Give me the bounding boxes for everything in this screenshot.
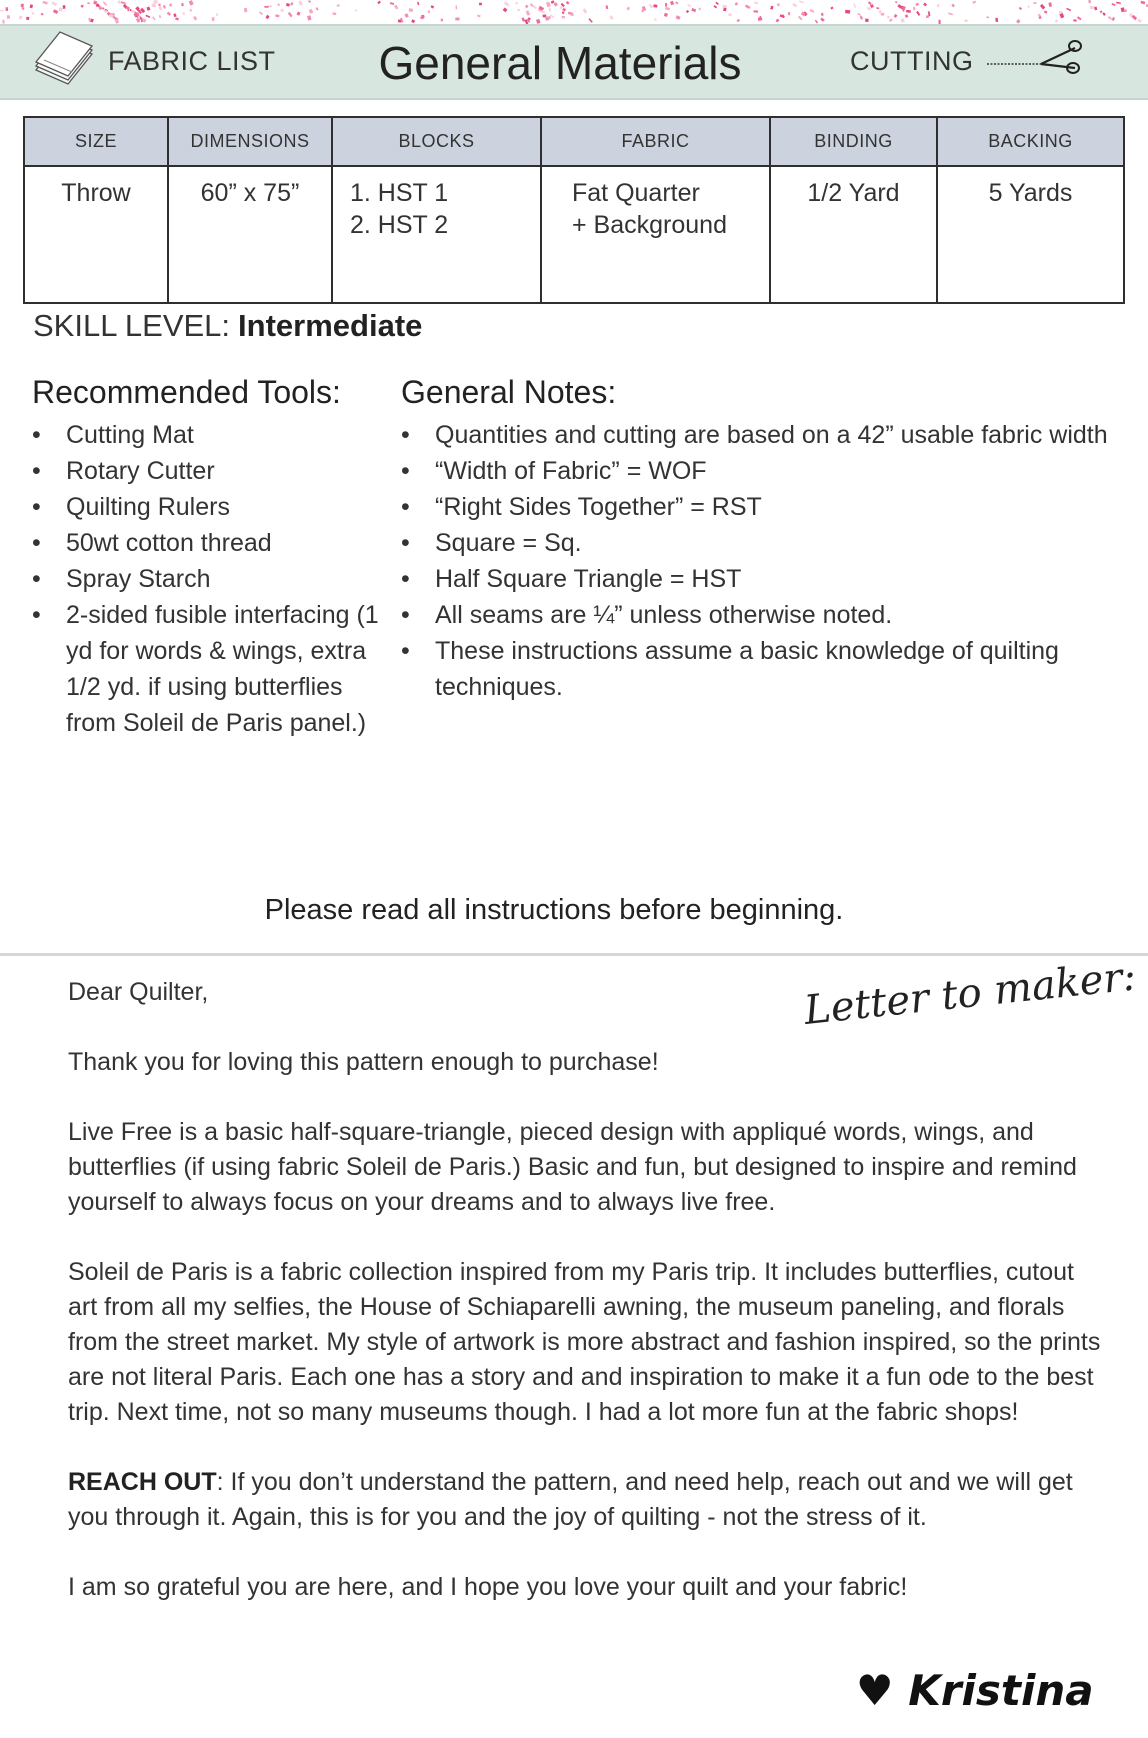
confetti-dot [1044,11,1047,14]
confetti-dot [297,12,301,16]
confetti-dot [167,12,171,16]
confetti-dot [189,9,192,12]
confetti-dot [820,18,825,22]
list-item: • All seams are ¼” unless otherwise noted. [401,597,1121,633]
confetti-dot [87,2,90,4]
confetti-dot [1066,8,1071,12]
confetti-dot [881,13,885,16]
confetti-dot [152,4,156,7]
confetti-dot [275,14,279,17]
confetti-dot [175,17,179,20]
confetti-dot [259,11,263,15]
cell-binding: 1/2 Yard [770,166,937,303]
confetti-dot [964,19,968,22]
confetti-border [0,0,1148,24]
confetti-dot [146,7,150,11]
header-fabric: FABRIC [541,117,770,166]
list-item: • Rotary Cutter [32,453,382,489]
reach-out-text: : If you don’t understand the pattern, and need help, reach out and we will get you through it. Again, this is for you and the joy of quilting - not the stress of it. [68,1468,1073,1531]
confetti-dot [90,19,94,23]
confetti-dot [1112,3,1116,6]
confetti-dot [995,18,998,22]
confetti-dot [753,10,758,12]
confetti-dot [504,2,510,7]
confetti-dot [145,15,150,18]
confetti-dot [409,8,414,12]
confetti-dot [948,12,953,15]
confetti-dot [799,0,804,3]
confetti-dot [503,8,508,13]
confetti-dot [1016,19,1021,24]
block-item: 1. HST 1 [350,179,449,207]
confetti-dot [53,9,58,14]
section-divider [0,953,1148,956]
list-item: • Spray Starch [32,561,382,597]
confetti-dot [286,3,290,7]
confetti-dot [411,19,415,23]
confetti-dot [810,9,815,13]
confetti-dot [972,1,976,4]
confetti-dot [664,13,668,17]
confetti-dot [1112,17,1115,21]
confetti-dot [654,18,656,20]
confetti-dot [30,4,34,8]
confetti-dot [103,2,107,6]
notes-heading: General Notes: [401,374,617,410]
confetti-dot [541,11,545,14]
confetti-dot [63,5,66,9]
confetti-dot [562,16,565,18]
confetti-dot [554,2,558,7]
confetti-dot [686,10,689,13]
confetti-dot [830,6,833,9]
confetti-dot [675,1,678,4]
confetti-dot [736,19,740,23]
confetti-dot [280,8,284,12]
confetti-dot [894,14,898,18]
confetti-dot [41,13,44,16]
confetti-dot [926,15,929,18]
confetti-dot [316,7,319,10]
skill-level-value: Intermediate [238,308,423,343]
confetti-dot [158,3,161,6]
list-item: • Square = Sq. [401,525,1121,561]
confetti-dot [298,0,303,5]
confetti-dot [792,3,797,8]
list-item: • Cutting Mat [32,417,382,453]
confetti-dot [377,1,381,5]
confetti-dot [670,1,674,6]
confetti-dot [1027,5,1030,8]
recommended-tools [32,374,382,741]
confetti-dot [265,15,269,19]
confetti-dot [102,7,105,10]
confetti-dot [551,0,555,4]
tools-heading: Recommended Tools: [32,374,341,410]
fabric-line: + Background [572,211,727,239]
confetti-dot [857,13,861,16]
cell-dimensions: 60” x 75” [168,166,332,303]
confetti-dot [923,3,927,7]
list-item: • “Width of Fabric” = WOF [401,453,1121,489]
confetti-dot [152,16,156,20]
confetti-dot [546,2,551,8]
confetti-dot [583,8,588,13]
confetti-dot [526,10,530,15]
confetti-dot [189,0,194,6]
materials-table [23,116,1125,304]
confetti-dot [455,5,457,9]
scissors-icon [985,38,1085,82]
confetti-dot [1077,16,1082,20]
confetti-dot [889,18,893,22]
confetti-dot [665,7,670,11]
confetti-dot [159,15,161,18]
letter-closing: I am so grateful you are here, and I hope you love your quilt and your fabric! [68,1573,908,1601]
confetti-dot [715,2,719,5]
confetti-dot [244,8,247,12]
confetti-dot [1089,0,1091,3]
confetti-dot [776,19,780,23]
confetti-dot [905,14,909,18]
page-title: General Materials [378,37,742,89]
confetti-dot [154,0,158,3]
confetti-dot [430,5,434,8]
letter-greeting: Dear Quilter, [68,978,209,1006]
confetti-dot [80,4,83,7]
confetti-dot [562,11,565,14]
cell-blocks [332,166,541,303]
confetti-dot [1040,4,1045,10]
confetti-dot [117,0,121,4]
confetti-dot [845,10,850,14]
fabric-stack-icon [32,30,96,86]
confetti-dot [868,1,872,5]
cell-fabric [541,166,770,303]
header-binding: BINDING [770,117,937,166]
confetti-dot [1119,4,1121,6]
reach-out-paragraph [68,1465,1108,1535]
confetti-dot [951,4,955,8]
general-notes [401,374,1121,705]
confetti-dot [870,4,874,8]
list-item: • Half Square Triangle = HST [401,561,1121,597]
confetti-dot [1102,12,1106,16]
notes-list [401,417,1121,705]
confetti-dot [887,16,890,19]
confetti-dot [0,10,4,12]
confetti-dot [308,0,311,3]
confetti-dot [754,2,758,5]
confetti-dot [337,4,340,7]
header-blocks: BLOCKS [332,117,541,166]
confetti-dot [878,10,882,14]
confetti-dot [566,1,570,5]
table-row [24,166,1124,303]
confetti-dot [138,16,140,20]
confetti-dot [687,4,691,7]
tools-list [32,417,382,741]
confetti-dot [173,13,176,17]
confetti-dot [269,5,272,8]
confetti-dot [821,13,824,16]
confetti-dot [1048,2,1052,7]
confetti-dot [309,9,314,14]
confetti-dot [390,2,394,5]
confetti-dot [522,17,526,21]
confetti-dot [745,5,751,10]
confetti-dot [876,7,879,9]
confetti-dot [1019,7,1022,10]
confetti-dot [798,16,803,21]
list-item: • 50wt cotton thread [32,525,382,561]
block-item: 2. HST 2 [350,211,449,239]
confetti-dot [549,7,551,11]
confetti-dot [1073,19,1076,21]
confetti-dot [665,3,667,7]
confetti-dot [1137,19,1141,23]
letter-paragraph: Live Free is a basic half-square-triangle, pieced design with appliqué words, wings, and butterflies (if using fabric Soleil de Paris.) Basic and fun, but designed to inspire and remind yourself to always focus on your dreams and to always live free. [68,1118,1077,1216]
confetti-dot [728,13,732,16]
confetti-dot [96,4,99,7]
confetti-dot [181,3,183,6]
confetti-dot [915,3,919,6]
cell-backing: 5 Yards [937,166,1124,303]
confetti-dot [333,12,337,15]
confetti-dot [163,5,166,9]
letter-paragraph: Thank you for loving this pattern enough to purchase! [68,1048,659,1076]
confetti-dot [515,2,518,5]
confetti-dot [19,16,23,19]
confetti-dot [130,9,132,11]
confetti-dot [477,15,481,18]
cell-size: Throw [24,166,168,303]
list-item: • Quantities and cutting are based on a 42” usable fabric width [401,417,1121,453]
confetti-dot [986,16,989,18]
header-dimensions: DIMENSIONS [168,117,332,166]
confetti-dot [109,15,113,18]
confetti-dot [417,2,419,6]
confetti-dot [405,13,409,18]
confetti-dot [288,12,293,17]
confetti-dot [606,5,609,9]
confetti-dot [421,15,424,19]
confetti-dot [290,2,293,6]
list-item: • 2-sided fusible interfacing (1 yd for words & wings, extra 1/2 yd. if using butterflies from Soleil de Paris panel.) [32,597,382,741]
confetti-dot [937,4,940,7]
confetti-dot [26,17,29,21]
table-header-row [24,117,1124,166]
confetti-dot [1033,2,1036,4]
cutting-label: CUTTING [850,46,974,76]
confetti-dot [264,6,268,8]
signature [852,1655,1092,1725]
confetti-dot [517,9,520,11]
confetti-dot [649,4,654,9]
confetti-dot [394,5,398,10]
confetti-dot [525,5,529,9]
fabric-line: Fat Quarter [572,179,700,207]
confetti-dot [277,3,280,6]
confetti-dot [609,15,613,20]
confetti-dot [653,4,657,7]
confetti-dot [734,2,738,6]
confetti-dot [559,6,562,10]
confetti-dot [441,19,443,22]
confetti-dot [853,4,856,8]
confetti-dot [216,13,218,16]
skill-level [33,308,422,344]
letter-paragraph: Soleil de Paris is a fabric collection inspired from my Paris trip. It includes butterflies, cutout art from all my selfies, the House of Schiaparelli awning, the museum paneling, and florals from the street market. My style of artwork is more abstract and fashion inspired, so the prints are not literal Paris. Each one has a story and and inspiration to make it a fun ode to the best trip. Next time, not so many museums though. I had a lot more fun at the fabric shops! [68,1258,1101,1426]
confetti-dot [916,11,920,16]
list-item: • These instructions assume a basic knowledge of quilting techniques. [401,633,1121,705]
confetti-dot [193,16,197,21]
reach-out-label: REACH OUT [68,1468,217,1496]
confetti-dot [1055,19,1058,23]
confetti-dot [676,15,681,20]
confetti-dot [562,8,566,12]
confetti-dot [99,6,102,10]
confetti-dot [906,10,911,13]
confetti-dot [455,18,459,21]
confetti-dot [7,15,10,19]
list-item: • Quilting Rulers [32,489,382,525]
confetti-dot [815,20,818,24]
confetti-dot [722,5,727,8]
fabric-list-label: FABRIC LIST [108,46,276,76]
confetti-dot [867,7,871,11]
confetti-dot [1140,1,1145,5]
list-item: • “Right Sides Together” = RST [401,489,1121,525]
confetti-dot [428,10,430,13]
header-band [0,24,1148,100]
skill-level-label: SKILL LEVEL: [33,308,231,343]
confetti-dot [865,19,869,23]
confetti-dot [354,9,357,11]
confetti-dot [777,3,780,6]
confetti-dot [42,1,47,5]
confetti-dot [1090,6,1095,9]
confetti-dot [900,18,904,22]
confetti-dot [59,7,63,11]
confetti-dot [770,6,774,10]
header-backing: BACKING [937,117,1124,166]
confetti-dot [895,1,897,3]
confetti-dot [32,12,35,14]
confetti-dot [913,7,915,10]
confetti-dot [21,4,24,8]
confetti-dot [626,7,630,11]
confetti-dot [21,7,24,10]
confetti-dot [691,8,696,12]
svg-text:♥ Kristina: ♥ Kristina [856,1666,1094,1715]
confetti-dot [183,12,185,15]
confetti-dot [6,7,8,11]
confetti-dot [699,8,701,11]
confetti-dot [860,16,864,20]
confetti-dot [307,15,311,20]
confetti-dot [1094,7,1097,11]
confetti-dot [51,1,56,6]
confetti-dot [212,17,215,21]
confetti-dot [788,12,791,15]
confetti-dot [713,5,717,8]
svg-text:Letter to maker:: Letter to maker: [802,953,1139,1034]
read-instructions-note: Please read all instructions before beginning. [264,894,844,926]
confetti-dot [1100,10,1103,13]
confetti-dot [170,4,172,7]
confetti-dot [479,3,482,6]
letter-body [68,975,1108,1640]
confetti-dot [571,14,574,17]
confetti-dot [588,18,592,23]
header-size: SIZE [24,117,168,166]
confetti-dot [158,6,162,11]
